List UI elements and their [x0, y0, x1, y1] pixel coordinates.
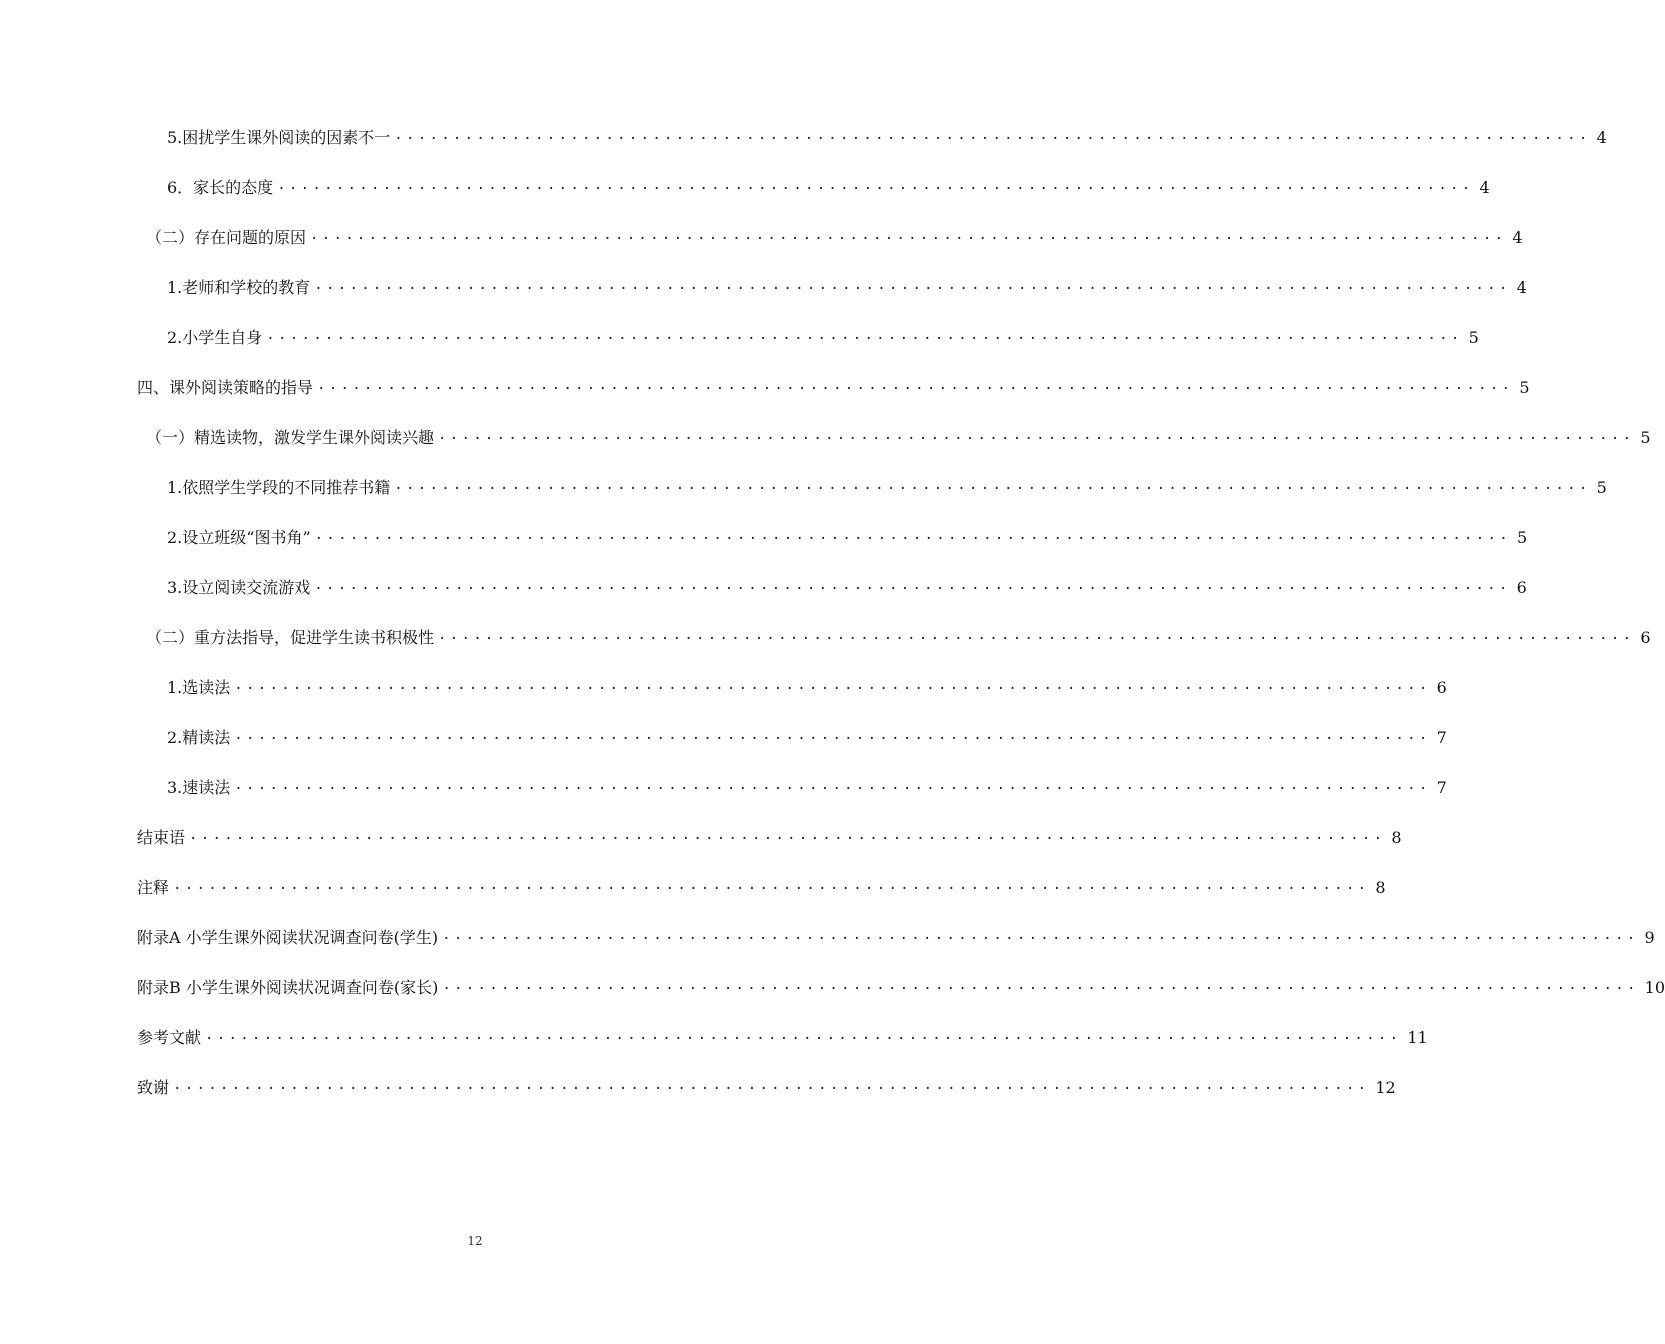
toc-dot-leader: ······································································································ [394, 481, 1591, 497]
toc-entry[interactable] [137, 875, 1386, 901]
toc-entry-page: 8 [1391, 828, 1402, 847]
toc-dot-leader: ······································································································ [442, 931, 1639, 947]
toc-entry-title: 3.速读法 [167, 778, 231, 797]
toc-dot-leader: ······································································································ [173, 1081, 1370, 1097]
toc-dot-leader: ······································································································ [266, 331, 1463, 347]
toc-entry-page: 5 [1596, 478, 1607, 497]
toc-dot-leader: ······································································································ [314, 531, 1511, 547]
toc-entry-title: 附录A 小学生课外阅读状况调查问卷(学生) [137, 928, 439, 947]
toc-entry-title: 2.设立班级“图书角” [167, 528, 311, 547]
toc-entry[interactable] [137, 975, 1665, 1001]
toc-entry-page: 8 [1375, 878, 1386, 897]
toc-entry[interactable] [146, 225, 1523, 251]
toc-entry-page: 4 [1516, 278, 1527, 297]
toc-entry-title: 注释 [137, 878, 170, 897]
toc-entry-title: （二）重方法指导，促进学生读书积极性 [146, 628, 435, 647]
toc-entry[interactable] [137, 1075, 1396, 1101]
toc-dot-leader: ······································································································ [234, 731, 1431, 747]
toc-entry[interactable] [167, 525, 1528, 551]
toc-dot-leader: ······································································································ [234, 681, 1431, 697]
toc-entry-title: 结束语 [137, 828, 186, 847]
toc-dot-leader: ······································································································ [394, 131, 1591, 147]
toc-entry-page: 7 [1436, 778, 1447, 797]
toc-entry-title: 1.选读法 [167, 678, 231, 697]
toc-entry-page: 5 [1640, 428, 1651, 447]
toc-entry-title: 2.精读法 [167, 728, 231, 747]
toc-entry-page: 7 [1436, 728, 1447, 747]
toc-entry-page: 10 [1644, 978, 1665, 997]
toc-entry-title: （一）精选读物，激发学生课外阅读兴趣 [146, 428, 435, 447]
page-number: 12 [467, 1234, 483, 1248]
toc-dot-leader: ······································································································ [317, 381, 1514, 397]
toc-entry-page: 12 [1375, 1078, 1396, 1097]
toc-entry-title: 6．家长的态度 [167, 178, 274, 197]
toc-dot-leader: ······································································································ [442, 981, 1639, 997]
toc-entry[interactable] [137, 1025, 1428, 1051]
toc-entry-page: 6 [1516, 578, 1527, 597]
toc-entry-page: 9 [1644, 928, 1655, 947]
toc-dot-leader: ······································································································ [234, 781, 1431, 797]
toc-entry[interactable] [146, 425, 1651, 451]
toc-dot-leader: ······································································································ [314, 281, 1511, 297]
toc-dot-leader: ······································································································ [277, 181, 1474, 197]
toc-entry[interactable] [146, 625, 1651, 651]
toc-dot-leader: ······································································································ [173, 881, 1370, 897]
toc-entry-page: 4 [1479, 178, 1490, 197]
toc-dot-leader: ······································································································ [314, 581, 1511, 597]
toc-entry-title: 附录B 小学生课外阅读状况调查问卷(家长) [137, 978, 439, 997]
toc-entry-page: 5 [1468, 328, 1479, 347]
toc-entry-title: 四、课外阅读策略的指导 [137, 378, 314, 397]
toc-entry-title: 3.设立阅读交流游戏 [167, 578, 311, 597]
toc-dot-leader: ······································································································ [189, 831, 1386, 847]
toc-entry-page: 4 [1596, 128, 1607, 147]
toc-entry[interactable] [137, 825, 1402, 851]
toc-entry-title: 5.困扰学生课外阅读的因素不一 [167, 128, 391, 147]
toc-entry-title: （二）存在问题的原因 [146, 228, 307, 247]
toc-dot-leader: ······································································································ [438, 631, 1635, 647]
toc-dot-leader: ······································································································ [205, 1031, 1402, 1047]
toc-entry-title: 1.依照学生学段的不同推荐书籍 [167, 478, 391, 497]
toc-entry[interactable] [167, 575, 1527, 601]
toc-entry-page: 5 [1516, 528, 1528, 547]
toc-entry-title: 参考文献 [137, 1028, 202, 1047]
toc-entry-page: 6 [1640, 628, 1651, 647]
toc-entry[interactable] [167, 175, 1490, 201]
toc-entry-title: 2.小学生自身 [167, 328, 263, 347]
toc-entry-page: 6 [1436, 678, 1447, 697]
toc-entry[interactable] [167, 675, 1447, 701]
toc-entry[interactable] [167, 275, 1527, 301]
toc-entry-page: 4 [1512, 228, 1523, 247]
toc-entry[interactable] [167, 725, 1447, 751]
toc-entry[interactable] [167, 125, 1607, 151]
toc-dot-leader: ······································································································ [438, 431, 1635, 447]
toc-entry[interactable] [137, 375, 1530, 401]
toc-entry[interactable] [137, 925, 1655, 951]
toc-entry-page: 5 [1519, 378, 1530, 397]
toc-entry-title: 1.老师和学校的教育 [167, 278, 311, 297]
toc-entry-title: 致谢 [137, 1078, 170, 1097]
toc-entry[interactable] [167, 775, 1447, 801]
toc-entry-page: 11 [1407, 1028, 1428, 1047]
toc-entry[interactable] [167, 325, 1479, 351]
toc-dot-leader: ······································································································ [310, 231, 1507, 247]
toc-entry[interactable] [167, 475, 1607, 501]
